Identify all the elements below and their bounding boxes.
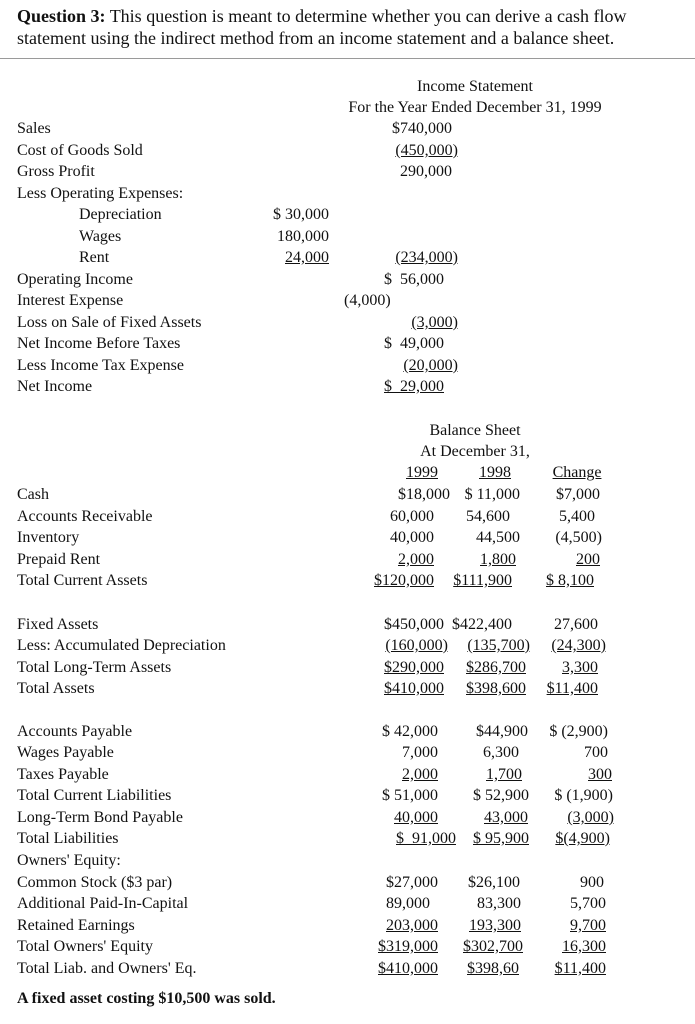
bs-cell-change: (24,300) xyxy=(551,637,606,654)
bs-cell-1999: 40,000 xyxy=(394,809,438,826)
bs-cell-1999: $ 51,000 xyxy=(382,787,438,804)
bs-cell-1998: $ 11,000 xyxy=(464,486,520,503)
bs-cell-1998: (135,700) xyxy=(467,637,530,654)
question-prompt xyxy=(17,5,687,49)
bs-row-label: Owners' Equity: xyxy=(17,852,121,869)
is-row-value: (234,000) xyxy=(395,249,458,266)
bs-cell-change: 5,700 xyxy=(570,895,606,912)
is-row-detail: 180,000 xyxy=(277,228,329,245)
bs-row-label: Wages Payable xyxy=(17,744,114,761)
bs-cell-1998: 6,300 xyxy=(483,744,519,761)
bs-cell-1999: $450,000 xyxy=(384,616,444,633)
bs-cell-1999: 2,000 xyxy=(398,551,434,568)
bs-cell-change: 27,600 xyxy=(554,616,598,633)
bs-cell-1998: $398,600 xyxy=(466,680,526,697)
bs-row-label: Accounts Receivable xyxy=(17,508,153,525)
balance-sheet-date: At December 31, xyxy=(420,443,530,460)
bs-row-label: Cash xyxy=(17,486,49,503)
bs-cell-1999: $ 91,000 xyxy=(396,830,456,847)
bs-row-label: Additional Paid-In-Capital xyxy=(17,895,189,912)
bs-row-label: Fixed Assets xyxy=(17,616,99,633)
is-row-value: 290,000 xyxy=(400,163,452,180)
bs-cell-change: 200 xyxy=(576,551,600,568)
balance-sheet-title: Balance Sheet xyxy=(429,422,521,439)
bs-cell-1999: 2,000 xyxy=(402,766,438,783)
bs-cell-1998: $422,400 xyxy=(452,616,512,633)
bs-cell-change: $ (1,900) xyxy=(554,787,613,804)
bs-cell-change: 3,300 xyxy=(562,659,598,676)
bs-cell-1999: $120,000 xyxy=(374,572,434,589)
bs-cell-1999: $290,000 xyxy=(384,659,444,676)
bs-row-label: Retained Earnings xyxy=(17,917,135,934)
bs-cell-1999: $27,000 xyxy=(386,874,438,891)
bs-row-label: Total Owners' Equity xyxy=(17,938,153,955)
bs-row-label: Total Long-Term Assets xyxy=(17,659,172,676)
bs-cell-1999: $410,000 xyxy=(378,960,438,977)
bs-cell-change: (4,500) xyxy=(555,529,602,546)
footer-note: A fixed asset costing $10,500 was sold. xyxy=(17,990,276,1007)
divider xyxy=(0,58,695,59)
is-row-label: Gross Profit xyxy=(17,163,95,180)
bs-cell-1998: $ 95,900 xyxy=(473,830,529,847)
bs-cell-change: 9,700 xyxy=(570,917,606,934)
bs-cell-1998: 44,500 xyxy=(476,529,520,546)
is-row-label: Loss on Sale of Fixed Assets xyxy=(17,314,202,331)
bs-cell-1998: 43,000 xyxy=(484,809,528,826)
bs-cell-1999: $18,000 xyxy=(398,486,450,503)
bs-cell-change: 300 xyxy=(588,766,612,783)
is-row-label: Interest Expense xyxy=(17,292,124,309)
bs-cell-change: $(4,900) xyxy=(555,830,610,847)
is-row-value: (450,000) xyxy=(395,142,458,159)
bs-cell-1999: 203,000 xyxy=(386,917,438,934)
bs-row-label: Total Liabilities xyxy=(17,830,119,847)
bs-row-label: Common Stock ($3 par) xyxy=(17,874,173,891)
bs-cell-1999: $319,000 xyxy=(378,938,438,955)
is-row-label: Rent xyxy=(79,249,110,266)
bs-cell-1998: $111,900 xyxy=(453,572,512,589)
bs-row-label: Less: Accumulated Depreciation xyxy=(17,637,226,654)
column-header-change: Change xyxy=(552,464,602,481)
is-row-label: Depreciation xyxy=(79,206,162,223)
is-row-value: (20,000) xyxy=(403,357,458,374)
bs-row-label: Long-Term Bond Payable xyxy=(17,809,183,826)
is-row-value: $740,000 xyxy=(392,120,452,137)
bs-cell-1998: $44,900 xyxy=(476,723,528,740)
bs-cell-1998: $398,60 xyxy=(467,960,519,977)
bs-row-label: Total Current Assets xyxy=(17,572,148,589)
bs-cell-1998: $302,700 xyxy=(463,938,523,955)
bs-cell-1999: 40,000 xyxy=(390,529,434,546)
is-row-label: Less Income Tax Expense xyxy=(17,357,184,374)
is-row-value: $ 29,000 xyxy=(384,378,444,395)
bs-row-label: Total Current Liabilities xyxy=(17,787,172,804)
bs-cell-1999: 89,000 xyxy=(386,895,430,912)
question-text: This question is meant to determine whether you can derive a cash flow statement using the indirect method from an income statement and a balance sheet. xyxy=(17,6,627,48)
is-row-label: Net Income Before Taxes xyxy=(17,335,181,352)
bs-cell-1999: 7,000 xyxy=(402,744,438,761)
bs-row-label: Total Assets xyxy=(17,680,95,697)
is-row-label: Operating Income xyxy=(17,271,133,288)
bs-cell-change: 5,400 xyxy=(559,508,595,525)
column-header-1998: 1998 xyxy=(479,464,511,481)
bs-cell-1998: 83,300 xyxy=(477,895,521,912)
bs-cell-1998: $ 52,900 xyxy=(473,787,529,804)
bs-cell-change: $7,000 xyxy=(556,486,600,503)
is-row-detail: 24,000 xyxy=(285,249,329,266)
bs-row-label: Prepaid Rent xyxy=(17,551,101,568)
bs-cell-1998: 1,700 xyxy=(486,766,522,783)
is-row-label: Wages xyxy=(79,228,122,245)
income-statement-period: For the Year Ended December 31, 1999 xyxy=(348,99,602,116)
bs-cell-1999: (160,000) xyxy=(385,637,448,654)
bs-cell-1999: $410,000 xyxy=(384,680,444,697)
question-label: Question 3: xyxy=(17,6,106,26)
bs-cell-1998: 193,300 xyxy=(469,917,521,934)
bs-cell-change: $ 8,100 xyxy=(546,572,594,589)
bs-cell-1999: 60,000 xyxy=(390,508,434,525)
column-header-1999: 1999 xyxy=(406,464,438,481)
bs-cell-change: $11,400 xyxy=(546,680,598,697)
bs-row-label: Accounts Payable xyxy=(17,723,133,740)
is-row-detail: $ 30,000 xyxy=(273,206,329,223)
bs-cell-change: $11,400 xyxy=(554,960,606,977)
is-row-value: $ 56,000 xyxy=(384,271,444,288)
bs-cell-1998: $286,700 xyxy=(466,659,526,676)
bs-cell-change: $ (2,900) xyxy=(549,723,608,740)
bs-cell-1998: 1,800 xyxy=(480,551,516,568)
is-row-value: (4,000) xyxy=(344,292,391,309)
bs-row-label: Inventory xyxy=(17,529,80,546)
bs-cell-1999: $ 42,000 xyxy=(382,723,438,740)
bs-cell-change: 700 xyxy=(584,744,608,761)
is-row-value: $ 49,000 xyxy=(384,335,444,352)
bs-cell-change: 900 xyxy=(580,874,604,891)
is-row-label: Net Income xyxy=(17,378,93,395)
is-row-label: Sales xyxy=(17,120,51,137)
bs-cell-change: (3,000) xyxy=(567,809,614,826)
is-row-label: Cost of Goods Sold xyxy=(17,142,143,159)
income-statement-title: Income Statement xyxy=(417,78,533,95)
bs-cell-1998: 54,600 xyxy=(466,508,510,525)
is-row-label: Less Operating Expenses: xyxy=(17,185,184,202)
bs-row-label: Taxes Payable xyxy=(17,766,109,783)
bs-row-label: Total Liab. and Owners' Eq. xyxy=(17,960,197,977)
is-row-value: (3,000) xyxy=(411,314,458,331)
bs-cell-change: 16,300 xyxy=(562,938,606,955)
bs-cell-1998: $26,100 xyxy=(468,874,520,891)
